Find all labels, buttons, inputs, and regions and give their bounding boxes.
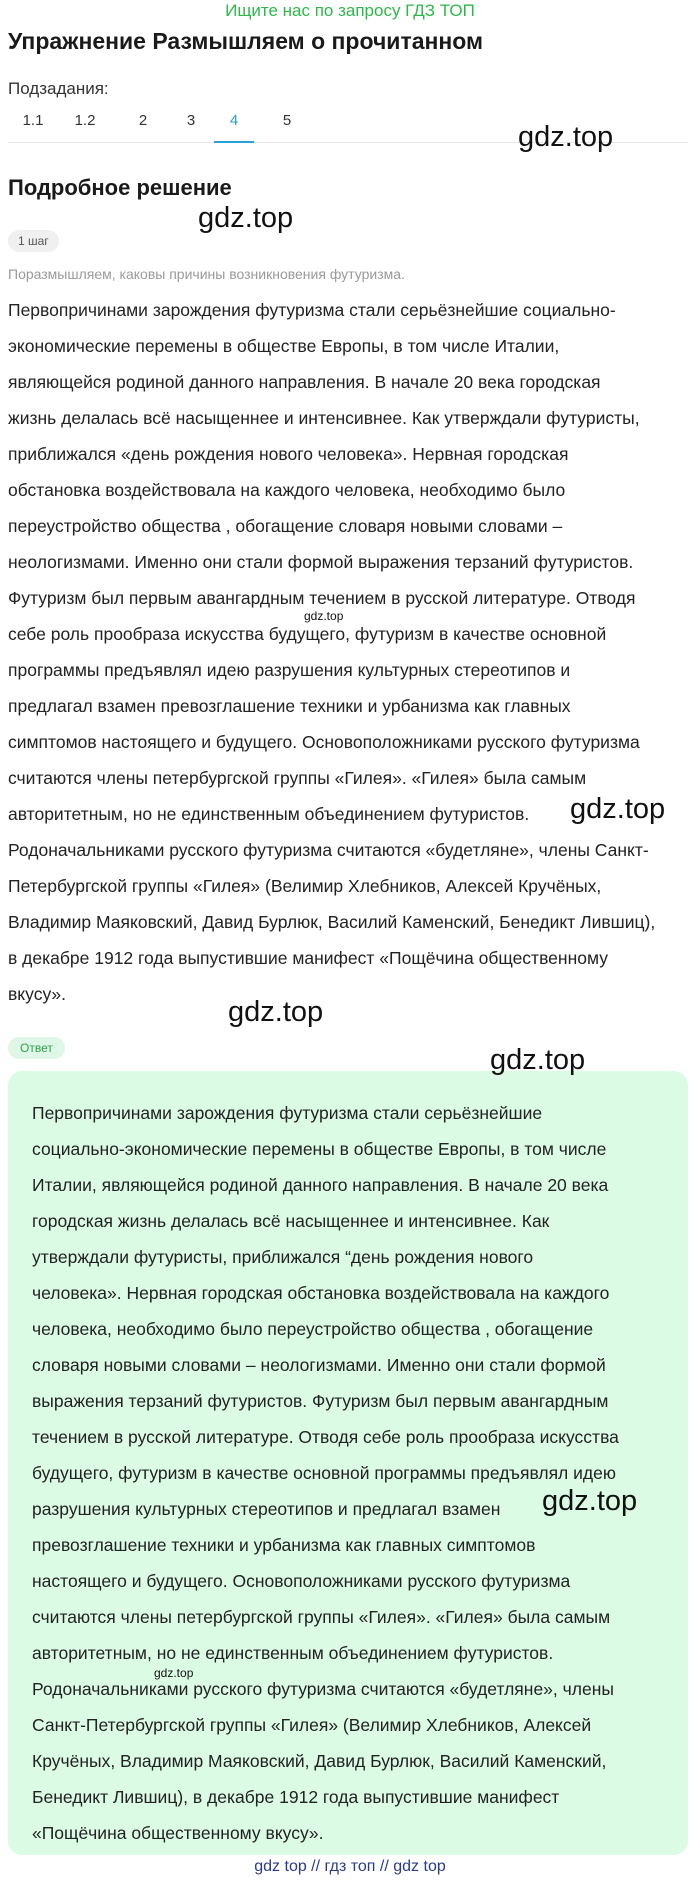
solution-line: считаются члены петербургской группы «Гилея». «Гилея» была самым — [8, 768, 587, 788]
answer-line: «Пощёчина общественному вкусу». — [32, 1823, 324, 1843]
solution-line: переустройство общества , обогащение словаря новыми словами – — [8, 516, 563, 536]
watermark: gdz.top — [542, 1485, 638, 1517]
footer-separator: // — [375, 1858, 394, 1875]
tab-4[interactable]: 4 — [214, 108, 254, 143]
answer-line: Родоначальниками русского футуризма считаются «будетляне», члены — [32, 1679, 614, 1699]
watermark: gdz.top — [154, 1666, 194, 1680]
subtasks-label: Подзадания: — [8, 79, 109, 98]
answer-line: разрушения культурных стереотипов и предлагал взамен — [32, 1499, 501, 1519]
solution-line: неологизмами. Именно они стали формой выражения терзаний футуристов. — [8, 552, 634, 572]
solution-line: обстановка воздействовала на каждого человека, необходимо было — [8, 480, 566, 500]
step-badge: 1 шаг — [8, 230, 59, 252]
solution-line: вкусу». — [8, 984, 66, 1004]
watermark: gdz.top — [198, 202, 294, 234]
solution-line: в декабре 1912 года выпустившие манифест «Пощёчина общественному — [8, 948, 608, 968]
step-hint: Поразмышляем, каковы причины возникновения футуризма. — [8, 266, 405, 282]
answer-line: превозглашение техники и урбанизма как главных симптомов — [32, 1535, 536, 1555]
answer-line: утверждали футуристы, приближался “день рождения нового — [32, 1247, 534, 1267]
watermark: gdz.top — [570, 793, 666, 825]
answer-line: авторитетным, но не единственным объединением футуристов. — [32, 1643, 554, 1663]
answer-line: Кручёных, Владимир Маяковский, Давид Бурлюк, Василий Каменский, — [32, 1751, 607, 1771]
answer-text — [32, 1095, 664, 1851]
answer-line: Италии, являющейся родиной данного направления. В начале 20 века — [32, 1175, 609, 1195]
solution-line: являющейся родиной данного направления. В начале 20 века городская — [8, 372, 601, 392]
footer-links — [0, 1855, 700, 1879]
answer-line: человека, необходимо было переустройство общества , обогащение — [32, 1319, 594, 1339]
watermark: gdz.top — [490, 1044, 586, 1076]
answer-line: настоящего и будущего. Основоположниками русского футуризма — [32, 1571, 571, 1591]
answer-line: Первопричинами зарождения футуризма стали серьёзнейшие — [32, 1103, 543, 1123]
answer-line: течением в русской литературе. Отводя себе роль прообраза искусства — [32, 1427, 619, 1447]
watermark: gdz.top — [228, 996, 324, 1028]
solution-line: Родоначальниками русского футуризма считаются «будетляне», члены Санкт- — [8, 840, 649, 860]
answer-line: словаря новыми словами – неологизмами. Именно они стали формой — [32, 1355, 606, 1375]
answer-badge: Ответ — [8, 1037, 65, 1059]
solution-text — [8, 292, 688, 1012]
solution-line: симптомов настоящего и будущего. Основоположниками русского футуризма — [8, 732, 640, 752]
answer-line: считаются члены петербургской группы «Гилея». «Гилея» была самым — [32, 1607, 611, 1627]
solution-line: экономические перемены в обществе Европы, в том числе Италии, — [8, 336, 560, 356]
solution-line: авторитетным, но не единственным объединением футуристов. — [8, 804, 530, 824]
answer-line: городская жизнь делалась всё насыщеннее и интенсивнее. Как — [32, 1211, 550, 1231]
answer-line: человека». Нервная городская обстановка воздействовала на каждого — [32, 1283, 610, 1303]
solution-line: приближался «день рождения нового человека». Нервная городская — [8, 444, 569, 464]
tab-1-2[interactable]: 1.2 — [74, 112, 96, 129]
tab-1-1[interactable]: 1.1 — [22, 112, 44, 129]
solution-line: Первопричинами зарождения футуризма стали серьёзнейшие социально- — [8, 300, 616, 320]
answer-line: выражения терзаний футуристов. Футуризм был первым авангардным — [32, 1391, 609, 1411]
solution-line: жизнь делалась всё насыщеннее и интенсивнее. Как утверждали футуристы, — [8, 408, 640, 428]
tab-3[interactable]: 3 — [186, 112, 196, 129]
answer-box — [8, 1071, 688, 1855]
page-title: Упражнение Размышляем о прочитанном — [8, 28, 484, 54]
solution-heading: Подробное решение — [8, 175, 232, 200]
footer-separator: // — [306, 1858, 325, 1875]
watermark: gdz.top — [518, 121, 614, 153]
solution-line: предлагал взамен превозглашение техники и урбанизма как главных — [8, 696, 571, 716]
watermark: gdz.top — [304, 609, 344, 623]
solution-line: Футуризм был первым авангардным течением в русской литературе. Отводя — [8, 588, 636, 608]
footer-link-gdz-top-ru[interactable]: гдз топ — [324, 1858, 376, 1875]
answer-line: социально-экономические перемены в обществе Европы, в том числе — [32, 1139, 607, 1159]
answer-line: будущего, футуризм в качестве основной программы предъявлял идею — [32, 1463, 616, 1483]
footer-link-gdz-top-2[interactable]: gdz top — [393, 1858, 446, 1875]
solution-line: Владимир Маяковский, Давид Бурлюк, Василий Каменский, Бенедикт Лившиц), — [8, 912, 656, 932]
answer-line: Бенедикт Лившиц), в декабре 1912 года выпустившие манифест — [32, 1787, 560, 1807]
promo-banner[interactable]: Ищите нас по запросу ГДЗ ТОП — [225, 1, 475, 20]
answer-line: Санкт-Петербургской группы «Гилея» (Велимир Хлебников, Алексей — [32, 1715, 592, 1735]
tab-5[interactable]: 5 — [282, 112, 292, 129]
solution-line: Петербургской группы «Гилея» (Велимир Хлебников, Алексей Кручёных, — [8, 876, 602, 896]
footer-link-gdz-top[interactable]: gdz top — [254, 1858, 307, 1875]
solution-line: программы предъявлял идею разрушения культурных стереотипов и — [8, 660, 571, 680]
solution-line: себе роль прообраза искусства будущего, футуризм в качестве основной — [8, 624, 607, 644]
tab-2[interactable]: 2 — [138, 112, 148, 129]
